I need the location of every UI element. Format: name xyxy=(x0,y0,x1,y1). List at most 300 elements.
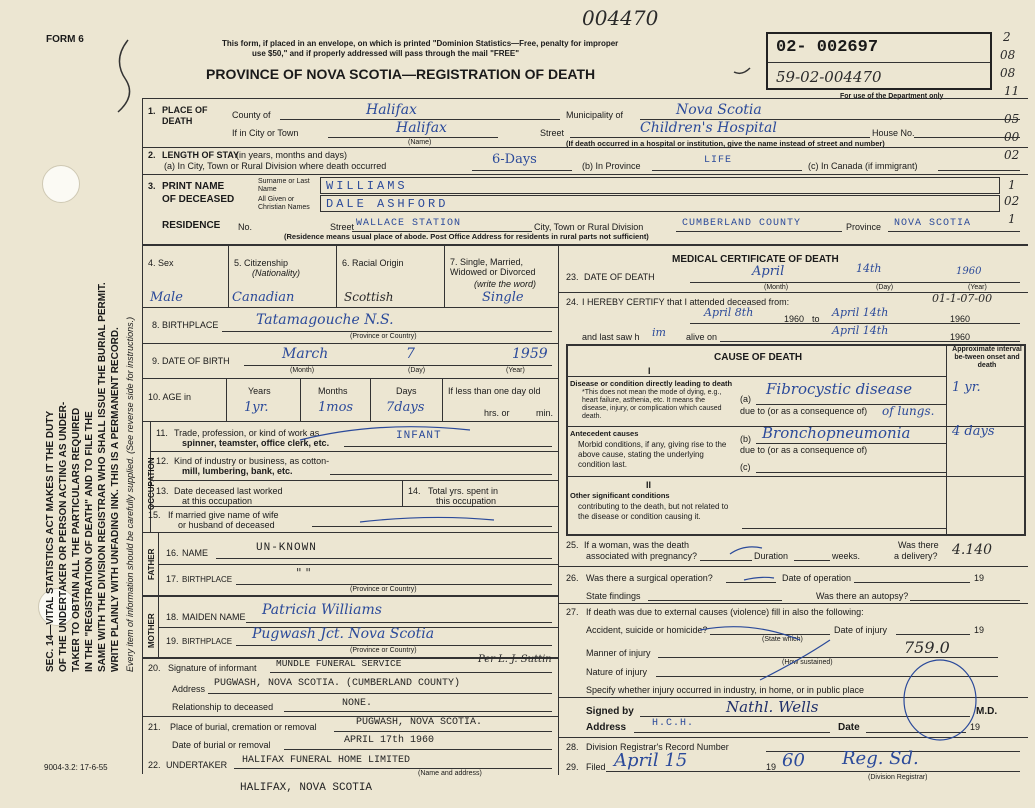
birthplace-label: 8. BIRTHPLACE xyxy=(152,320,219,330)
title-check-mark xyxy=(734,68,750,73)
dept-use-label: For use of the Department only xyxy=(840,93,944,100)
surname-label: Surname or Last Name xyxy=(258,178,310,193)
dob-year-label: (Year) xyxy=(506,367,525,374)
cause-interval-divider xyxy=(946,346,947,534)
q13-num: 13. xyxy=(156,486,169,496)
death-date-label: DATE OF DEATH xyxy=(584,272,655,282)
burial-place-line xyxy=(334,731,552,732)
q11-value: INFANT xyxy=(396,430,442,442)
filed-value: April 15 xyxy=(614,750,688,771)
q13-label-2: at this occupation xyxy=(182,496,253,506)
age-months: 1mos xyxy=(318,400,354,415)
father-bp-line xyxy=(236,584,552,585)
injury-year: 19 xyxy=(974,625,985,635)
state-findings: State findings xyxy=(586,591,641,601)
q18-num: 18. xyxy=(166,612,179,622)
dob-year: 1959 xyxy=(512,346,548,362)
q29-num: 29. xyxy=(566,762,579,772)
given-label: All Given or Christian Names xyxy=(258,196,310,211)
cause-a-value: Fibrocystic disease xyxy=(766,380,913,398)
sex-value: Male xyxy=(150,290,183,305)
date-year: 19 xyxy=(970,722,981,732)
side-instruction-3: TAKER TO OBTAIN ALL THE PARTICULARS REQUIRED xyxy=(71,407,82,672)
undertaker-note: (Name and address) xyxy=(418,770,482,777)
age-div-1 xyxy=(226,379,227,421)
birthplace-value: Tatamagouche N.S. xyxy=(256,312,394,328)
cause-b-interval: 4 days xyxy=(952,424,995,439)
residence-city-label: City, Town or Rural Division xyxy=(534,222,644,232)
stay-c-label: (c) In Canada (if immigrant) xyxy=(808,161,918,171)
row-10-bottom xyxy=(142,421,558,422)
county-value: Halifax xyxy=(366,102,417,118)
q11-label-1: Trade, profession, or kind of work as xyxy=(174,428,320,438)
street-value: Children's Hospital xyxy=(640,120,777,136)
p-div-1 xyxy=(228,245,229,307)
alive-date: April 14th xyxy=(832,324,889,337)
sec2-bottom xyxy=(142,174,1028,175)
q13-bottom xyxy=(150,506,558,507)
informant-sig-line xyxy=(270,672,552,673)
side-instruction-2: OF THE UNDERTAKER OR PERSON ACTING AS UNDER- xyxy=(58,401,69,672)
stay-label: LENGTH OF STAY xyxy=(162,150,240,160)
attended-to-year: 1960 xyxy=(950,314,971,324)
margin-flourish xyxy=(118,40,130,112)
side-code-8: 1 xyxy=(1008,178,1016,192)
q12-line xyxy=(330,474,552,475)
citizenship-value: Canadian xyxy=(232,290,295,305)
undertaker-label: UNDERTAKER xyxy=(166,760,228,770)
residence-province-line xyxy=(888,231,1020,232)
maiden-value: Patricia Williams xyxy=(262,602,382,618)
row-8-bottom xyxy=(142,343,558,344)
side-instruction-4: IN THE "REGISTRATION OF DEATH" AND TO FILE THE xyxy=(84,411,95,672)
relationship-value: NONE. xyxy=(342,698,373,709)
cause-c: (c) xyxy=(740,462,751,472)
place-label: PLACE OF DEATH xyxy=(162,105,208,126)
residence-province-label: Province xyxy=(846,222,882,232)
cause-b-line xyxy=(756,443,946,444)
side-instruction-1: SEC. 14—VITAL STATISTICS ACT MAKES IT THE DUTY xyxy=(45,410,56,672)
citizenship-label: 5. Citizenship xyxy=(234,258,289,268)
date-injury-label: Date of injury xyxy=(834,625,888,635)
state-which: (State which) xyxy=(762,636,803,643)
address-label: Address xyxy=(586,722,627,733)
q26-num: 26. xyxy=(566,573,579,583)
stay-a-line xyxy=(472,170,572,171)
attended-from: April 8th xyxy=(704,306,754,319)
registration-number-handwritten: 59-02-004470 xyxy=(776,68,882,86)
marital-note: (write the word) xyxy=(474,279,537,289)
father-bottom xyxy=(142,595,558,597)
due-to-1: due to (or as a consequence of) xyxy=(740,406,868,416)
q11-label-2: spinner, teamster, office clerk, etc. xyxy=(182,438,330,448)
q23-num: 23. xyxy=(566,272,579,282)
alive-line xyxy=(720,341,1020,342)
q14-num: 14. xyxy=(408,486,421,496)
div-reg-label: Division Registrar's Record Number xyxy=(586,742,729,752)
ink-circle xyxy=(904,660,976,740)
dob-day-label: (Day) xyxy=(408,367,426,374)
informant-sig-label: Signature of informant xyxy=(168,663,257,673)
registrar-label: (Division Registrar) xyxy=(868,774,928,781)
registration-number: 02- 002697 xyxy=(776,38,879,57)
q12-label-1: Kind of industry or business, as cotton- xyxy=(174,456,330,466)
residence-note: (Residence means usual place of abode. Post Office Address for residents in rural parts not sufficient) xyxy=(284,232,649,241)
city-name-note: (Name) xyxy=(408,139,432,146)
top-handwritten-number: 004470 xyxy=(582,6,659,30)
date-label: Date xyxy=(838,722,860,733)
place-num: 1. xyxy=(148,106,156,116)
duration-label: Duration xyxy=(754,551,789,561)
stay-b-value: LIFE xyxy=(704,155,733,166)
death-month-label: (Month) xyxy=(764,284,789,291)
mother-side: MOTHER xyxy=(147,613,156,648)
q12-bottom xyxy=(150,480,558,481)
cause-a-line xyxy=(756,404,946,405)
age-days: 7days xyxy=(386,400,425,415)
q15-num: 15. xyxy=(148,510,161,520)
ink-dash-26 xyxy=(744,577,774,580)
cause-a-value-2: of lungs. xyxy=(882,404,935,418)
cause-a-interval: 1 yr. xyxy=(952,380,981,395)
center-divider xyxy=(558,245,559,775)
father-name-line xyxy=(216,558,552,559)
residence-street-label: Street xyxy=(330,222,355,232)
attended-to-date: April 14th xyxy=(832,306,889,319)
age-div-3 xyxy=(370,379,371,421)
row-9-bottom xyxy=(142,378,558,379)
min-label: min. xyxy=(536,408,554,418)
disease-label: Disease or condition directly leading to death xyxy=(570,379,733,388)
side-code-10: 1 xyxy=(1008,212,1016,226)
form-number: FORM 6 xyxy=(46,34,84,45)
form-title: PROVINCE OF NOVA SCOTIA—REGISTRATION OF DEATH xyxy=(206,66,596,82)
was-there-1: Was there xyxy=(898,540,939,550)
surgical-label: Was there a surgical operation? xyxy=(586,573,713,583)
q25-num: 25. xyxy=(566,540,579,550)
md-label: M.D. xyxy=(976,706,998,717)
stay-num: 2. xyxy=(148,150,156,160)
cause-b-value: Bronchopneumonia xyxy=(762,424,911,442)
occupation-side: OCCUPATION xyxy=(147,457,156,510)
house-line xyxy=(914,137,1020,138)
burial-date-label: Date of burial or removal xyxy=(172,740,271,750)
death-year: 1960 xyxy=(956,266,982,277)
father-bp-label: BIRTHPLACE xyxy=(182,575,233,584)
registrar-signature: Reg. Sd. xyxy=(842,748,919,769)
death-date-line xyxy=(690,282,1020,283)
undertaker-value: HALIFAX FUNERAL HOME LIMITED xyxy=(242,755,411,766)
date-op-line xyxy=(854,582,970,583)
form-top-border xyxy=(142,98,1028,99)
other-line xyxy=(742,528,946,529)
other-label: Other significant conditions xyxy=(570,491,670,500)
manner-line xyxy=(658,657,998,658)
was-there-2: a delivery? xyxy=(894,551,938,561)
q15-bottom xyxy=(142,532,558,533)
weeks-label: weeks. xyxy=(832,551,861,561)
deceased-num: 3. xyxy=(148,181,156,191)
deceased-label-2: OF DECEASED xyxy=(162,194,235,205)
filed-line xyxy=(606,771,1020,772)
other-note: contributing to the death, but not related to the disease or condition causing it. xyxy=(578,502,729,521)
q13-label-1: Date deceased last worked xyxy=(174,486,283,496)
mother-bp: Pugwash Jct. Nova Scotia xyxy=(252,626,435,642)
father-bp-note: (Province or Country) xyxy=(350,586,417,593)
side-code-1: 2 xyxy=(1003,30,1011,44)
stay-b-label: (b) In Province xyxy=(582,161,641,171)
house-label: House No. xyxy=(872,128,915,138)
due-to-2: due to (or as a consequence of) xyxy=(740,445,868,455)
row-4-7-bottom xyxy=(142,307,558,308)
q17-num: 17. xyxy=(166,574,179,584)
cause-c-line xyxy=(756,472,946,473)
form-left-border xyxy=(142,98,143,774)
attended-to: to xyxy=(812,314,820,324)
cause-c-bottom xyxy=(568,476,1024,477)
p-div-3 xyxy=(444,245,445,307)
mail-notice-1: This form, if placed in an envelope, on which is printed "Dominion Statistics—Free, penalty for improper xyxy=(222,39,619,48)
stay-a-label: (a) In City, Town or Rural Division where death occurred xyxy=(164,161,387,171)
side-code-3: 08 xyxy=(1000,66,1016,80)
maiden-line xyxy=(246,622,552,623)
q22-num: 22. xyxy=(148,760,161,770)
residence-province: NOVA SCOTIA xyxy=(894,218,972,229)
side-code-5: 05 xyxy=(1004,112,1020,126)
q12-label-2: mill, lumbering, bank, etc. xyxy=(182,466,293,476)
op-year: 19 xyxy=(974,573,985,583)
q14-label-2: this occupation xyxy=(436,496,497,506)
q11-line xyxy=(344,446,552,447)
q11-bottom xyxy=(150,451,558,452)
street-line xyxy=(570,137,870,138)
father-bp: " " xyxy=(296,566,311,580)
certify-code: 01-1-07-00 xyxy=(932,292,993,305)
date-injury-line xyxy=(896,634,970,635)
cause-roman-1: I xyxy=(648,366,651,376)
residence-label: RESIDENCE xyxy=(162,220,221,231)
racial-label: 6. Racial Origin xyxy=(342,258,404,268)
cause-title-line xyxy=(568,376,946,377)
stay-a-value: 6-Days xyxy=(492,152,537,167)
relationship-line xyxy=(284,711,552,712)
stay-b-line xyxy=(652,170,802,171)
address-value: H.C.H. xyxy=(652,718,695,729)
city-value: Halifax xyxy=(396,120,447,136)
city-line xyxy=(328,137,498,138)
date-op-label: Date of operation xyxy=(782,573,852,583)
alive-on-label: alive on xyxy=(686,332,718,342)
q11-num: 11. xyxy=(156,428,168,438)
informant-sig-extra: Per L. J. Suttin xyxy=(478,654,552,665)
burial-date: APRIL 17th 1960 xyxy=(344,735,435,746)
reg-box-midline xyxy=(768,62,990,63)
q28-num: 28. xyxy=(566,742,579,752)
q27-num: 27. xyxy=(566,607,579,617)
relationship-label: Relationship to deceased xyxy=(172,702,274,712)
nationality-label: (Nationality) xyxy=(252,268,301,278)
father-side: FATHER xyxy=(147,548,156,580)
informant-sig: MUNDLE FUNERAL SERVICE xyxy=(276,658,402,669)
mother-bp-note: (Province or Country) xyxy=(350,647,417,654)
informant-address: PUGWASH, NOVA SCOTIA. (CUMBERLAND COUNTY) xyxy=(214,678,461,689)
q24-num: 24. xyxy=(566,297,579,307)
side-code-4: 11 xyxy=(1004,84,1020,98)
age-div-2 xyxy=(300,379,301,421)
alive-year: 1960 xyxy=(950,332,971,342)
side-instruction-5: SAME WITH THE DIVISION REGISTRAR WHO SHALL ISSUE THE BURIAL PERMIT. xyxy=(97,282,108,672)
informant-address-line xyxy=(208,693,552,694)
given-value: DALE ASHFORD xyxy=(326,197,449,211)
side-instruction-7: Every item of information should be carefully supplied. (See reverse side for instructions.) xyxy=(125,316,135,672)
duration-line xyxy=(794,560,830,561)
side-code-9: 02 xyxy=(1004,194,1020,208)
death-month: April xyxy=(752,264,785,279)
age-div-4 xyxy=(442,379,443,421)
ink-swirl-2 xyxy=(360,517,494,522)
municipality-value: Nova Scotia xyxy=(676,102,762,118)
less-day-label: If less than one day old xyxy=(448,386,541,396)
delivery-code: 4.140 xyxy=(952,542,993,558)
age-days-label: Days xyxy=(396,386,417,396)
autopsy-label: Was there an autopsy? xyxy=(816,591,909,601)
age-label: 10. AGE in xyxy=(148,392,192,402)
q15-label-2: or husband of deceased xyxy=(178,520,275,530)
maiden-label: MAIDEN NAME xyxy=(182,612,246,622)
filed-year: 60 xyxy=(782,750,805,771)
cause-a: (a) xyxy=(740,394,751,404)
how-sustained: (How sustained) xyxy=(782,659,833,666)
last-saw-value: im xyxy=(652,326,666,339)
street-label: Street xyxy=(540,128,565,138)
q15-label-1: If married give name of wife xyxy=(168,510,279,520)
mother-bp-line xyxy=(236,645,552,646)
residence-bottom xyxy=(142,244,1028,246)
q20-bottom xyxy=(142,716,558,717)
sec1-bottom xyxy=(142,147,1028,148)
burial-place-label: Place of burial, cremation or removal xyxy=(170,722,317,732)
filed-label: Filed xyxy=(586,762,606,772)
city-label: If in City or Town xyxy=(232,128,299,138)
side-code-7: 02 xyxy=(1004,148,1020,162)
signed-line xyxy=(640,716,970,717)
signed-by-value: Nathl. Wells xyxy=(726,698,819,716)
surname-value: WILLIAMS xyxy=(326,179,408,193)
father-name-label: NAME xyxy=(182,548,209,558)
q26-bottom xyxy=(558,603,1028,604)
certify-label: I HEREBY CERTIFY that I attended deceased from: xyxy=(582,297,790,307)
findings-line xyxy=(648,600,782,601)
death-day-label: (Day) xyxy=(876,284,894,291)
age-years-label: Years xyxy=(248,386,271,396)
cause-title: CAUSE OF DEATH xyxy=(714,352,803,363)
attended-from-year: 1960 xyxy=(784,314,805,324)
nature-line xyxy=(656,676,998,677)
date-line xyxy=(866,732,966,733)
specify-label: Specify whether injury occurred in industry, in home, or in public place xyxy=(586,685,864,695)
birthplace-line xyxy=(222,331,552,332)
address-line xyxy=(634,732,830,733)
side-instruction-6: WRITE PLAINLY WITH UNFADING INK. THIS IS A PERMANENT RECORD. xyxy=(110,327,121,672)
q25-bottom xyxy=(558,566,1028,567)
mother-bp-label: BIRTHPLACE xyxy=(182,637,233,646)
q14-label-1: Total yrs. spent in xyxy=(428,486,499,496)
residence-city: CUMBERLAND COUNTY xyxy=(682,218,802,229)
cause-roman-2: II xyxy=(646,480,652,490)
q19-num: 19. xyxy=(166,636,179,646)
q25-label-2: associated with pregnancy? xyxy=(586,551,698,561)
burial-place: PUGWASH, NOVA SCOTIA. xyxy=(356,717,483,728)
manner-label: Manner of injury xyxy=(586,648,651,658)
undertaker-address: HALIFAX, NOVA SCOTIA xyxy=(240,782,373,794)
racial-value: Scottish xyxy=(344,290,394,304)
stay-c-line xyxy=(938,170,1020,171)
burial-date-line xyxy=(284,749,552,750)
residence-city-line xyxy=(676,231,842,232)
informant-address-label: Address xyxy=(172,684,206,694)
q15-line xyxy=(312,526,552,527)
sex-label: 4. Sex xyxy=(148,258,174,268)
municipality-label: Municipality of xyxy=(566,110,624,120)
mail-notice-2: use $50," and if properly addressed will pass through the mail "FREE" xyxy=(252,49,519,58)
marital-value: Single xyxy=(482,290,524,305)
antecedent-label: Antecedent causes xyxy=(570,429,639,438)
dob-label: 9. DATE OF BIRTH xyxy=(152,356,230,366)
q16-num: 16. xyxy=(166,548,179,558)
q12-num: 12. xyxy=(156,456,169,466)
dob-day: 7 xyxy=(406,346,415,362)
accident-line xyxy=(710,634,830,635)
signed-by-label: Signed by xyxy=(586,706,634,717)
place-note: (If death occurred in a hospital or institution, give the name instead of street and number) xyxy=(566,139,885,148)
surgical-line xyxy=(726,582,776,583)
death-year-label: (Year) xyxy=(968,284,987,291)
filed-year-19: 19 xyxy=(766,762,777,772)
autopsy-line xyxy=(910,600,1020,601)
age-months-label: Months xyxy=(318,386,348,396)
dob-line xyxy=(244,365,552,366)
residence-street: WALLACE STATION xyxy=(356,218,462,229)
disease-note: *This does not mean the mode of dying, e.g., heart failure, asthenia, etc. It means the disease, injury, or complication which caused death. xyxy=(582,389,722,420)
stay-label-rest: (in years, months and days) xyxy=(236,150,348,160)
hrs-label: hrs. or xyxy=(484,408,510,418)
undertaker-line xyxy=(234,768,552,769)
county-label: County of xyxy=(232,110,271,120)
signed-bottom xyxy=(558,737,1028,738)
side-code-2: 08 xyxy=(1000,48,1016,62)
q25-label-1: If a woman, was the death xyxy=(584,540,690,550)
dob-month-label: (Month) xyxy=(290,367,315,374)
q13-q14-divider xyxy=(402,480,403,506)
q21-num: 21. xyxy=(148,722,161,732)
cause-b: (b) xyxy=(740,434,751,444)
last-saw-label: and last saw h xyxy=(582,332,640,342)
residence-no-label: No. xyxy=(238,222,253,232)
q16-bottom xyxy=(158,564,558,565)
death-day: 14th xyxy=(856,262,882,275)
father-name: UN-KNOWN xyxy=(256,542,317,554)
age-years: 1yr. xyxy=(244,400,269,415)
accident-label: Accident, suicide or homicide? xyxy=(586,625,708,635)
manner-code: 759.0 xyxy=(904,638,950,657)
nature-label: Nature of injury xyxy=(586,667,648,677)
medical-title: MEDICAL CERTIFICATE OF DEATH xyxy=(672,254,839,265)
p-div-2 xyxy=(336,245,337,307)
cause-interval-label: Approximate interval be-tween onset and death xyxy=(952,346,1022,369)
antecedent-note: Morbid conditions, if any, giving rise to the above cause, stating the underlying condition last. xyxy=(578,440,727,469)
side-code-6: 00 xyxy=(1004,130,1020,144)
external-label: If death was due to external causes (violence) fill in also the following: xyxy=(586,607,864,617)
